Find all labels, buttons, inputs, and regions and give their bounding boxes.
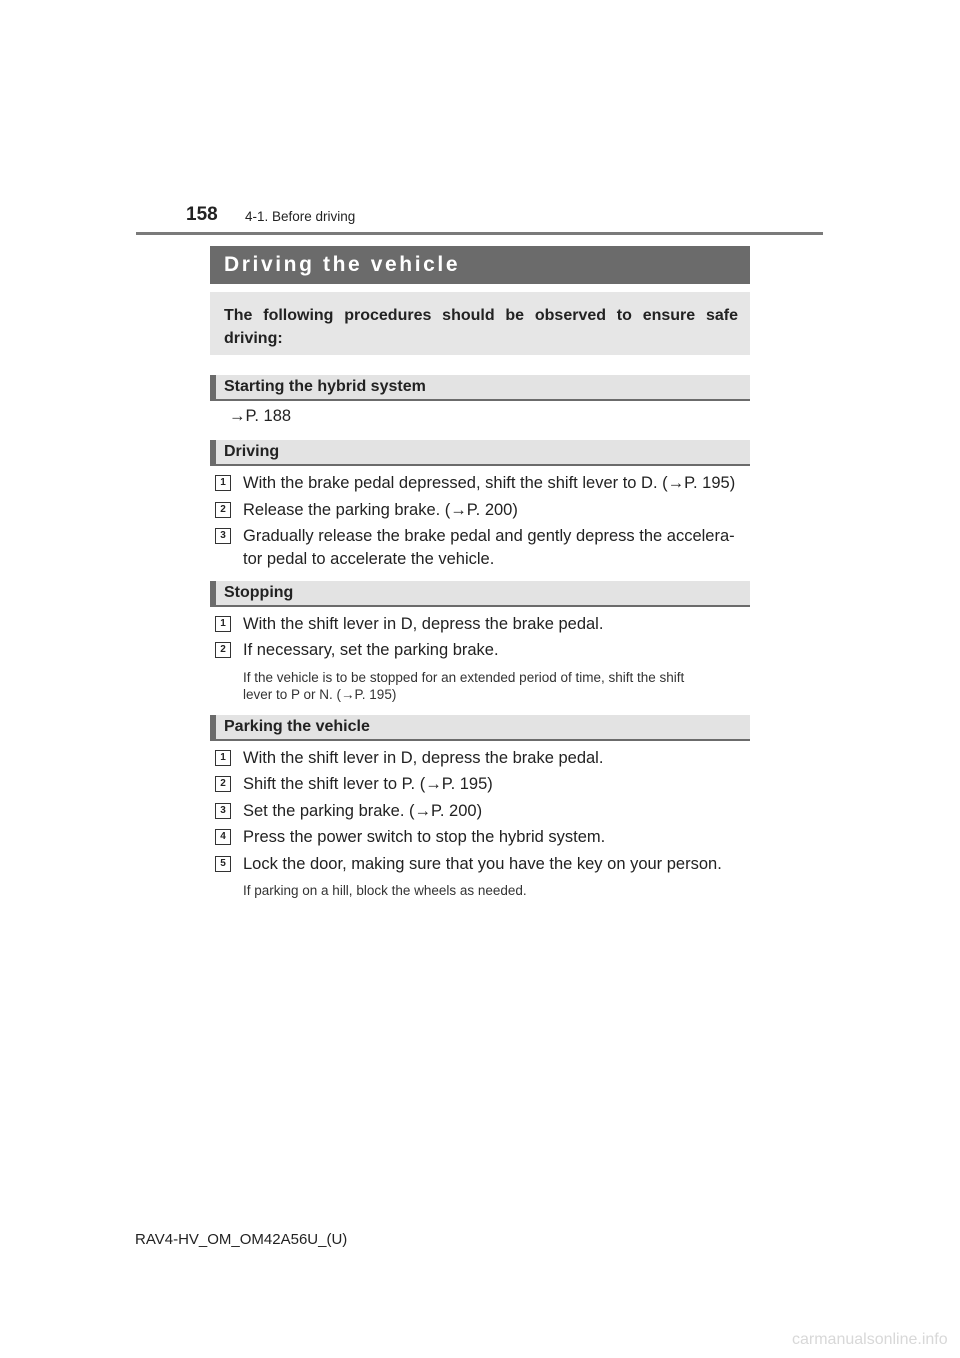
parking-step-3-text: Set the parking brake. (→P. 200) [243, 802, 483, 820]
page-number: 158 [186, 204, 218, 225]
driving-step-2-text: Release the parking brake. (→P. 200) [243, 501, 518, 519]
parking-step-1-number: 1 [215, 750, 231, 766]
parking-step-1-text: With the shift lever in D, depress the brake pedal. [243, 749, 604, 767]
parking-step-4-number: 4 [215, 829, 231, 845]
heading-stopping: Stopping [210, 581, 750, 607]
stopping-note-line2: lever to P or N. (→P. 195) [243, 687, 397, 702]
stopping-note-line1: If the vehicle is to be stopped for an extended period of time, shift the shift [243, 670, 685, 685]
document-footer-code: RAV4-HV_OM_OM42A56U_(U) [135, 1231, 348, 1248]
heading-starting-hybrid-system: Starting the hybrid system [210, 375, 750, 401]
driving-step-1-number: 1 [215, 475, 231, 491]
header-rule [136, 232, 823, 235]
stopping-step-1-number: 1 [215, 616, 231, 632]
parking-step-2-text: Shift the shift lever to P. (→P. 195) [243, 775, 493, 793]
parking-step-5-number: 5 [215, 856, 231, 872]
driving-step-3-number: 3 [215, 528, 231, 544]
driving-step-1-text: With the brake pedal depressed, shift the shift lever to D. (→P. 195) [243, 474, 736, 492]
heading-driving: Driving [210, 440, 750, 466]
parking-step-3-number: 3 [215, 803, 231, 819]
parking-step-2-number: 2 [215, 776, 231, 792]
parking-step-5-text: Lock the door, making sure that you have the key on your person. [243, 855, 722, 873]
stopping-step-1-text: With the shift lever in D, depress the brake pedal. [243, 615, 604, 633]
stopping-step-2-text: If necessary, set the parking brake. [243, 641, 499, 659]
driving-step-3-text-line1: Gradually release the brake pedal and gently depress the accelera- [243, 527, 735, 545]
stopping-step-2-number: 2 [215, 642, 231, 658]
parking-step-4-text: Press the power switch to stop the hybrid system. [243, 828, 606, 846]
driving-step-3-text-line2: tor pedal to accelerate the vehicle. [243, 550, 495, 568]
parking-note: If parking on a hill, block the wheels as needed. [243, 883, 527, 898]
heading-parking-the-vehicle: Parking the vehicle [210, 715, 750, 741]
page-title: Driving the vehicle [210, 246, 750, 284]
watermark: carmanualsonline.info [792, 1331, 948, 1348]
starting-page-reference: →P. 188 [229, 407, 292, 425]
driving-step-2-number: 2 [215, 502, 231, 518]
section-label: 4-1. Before driving [245, 209, 356, 224]
intro-box: The following procedures should be observed to ensure safe driving: [210, 292, 750, 355]
